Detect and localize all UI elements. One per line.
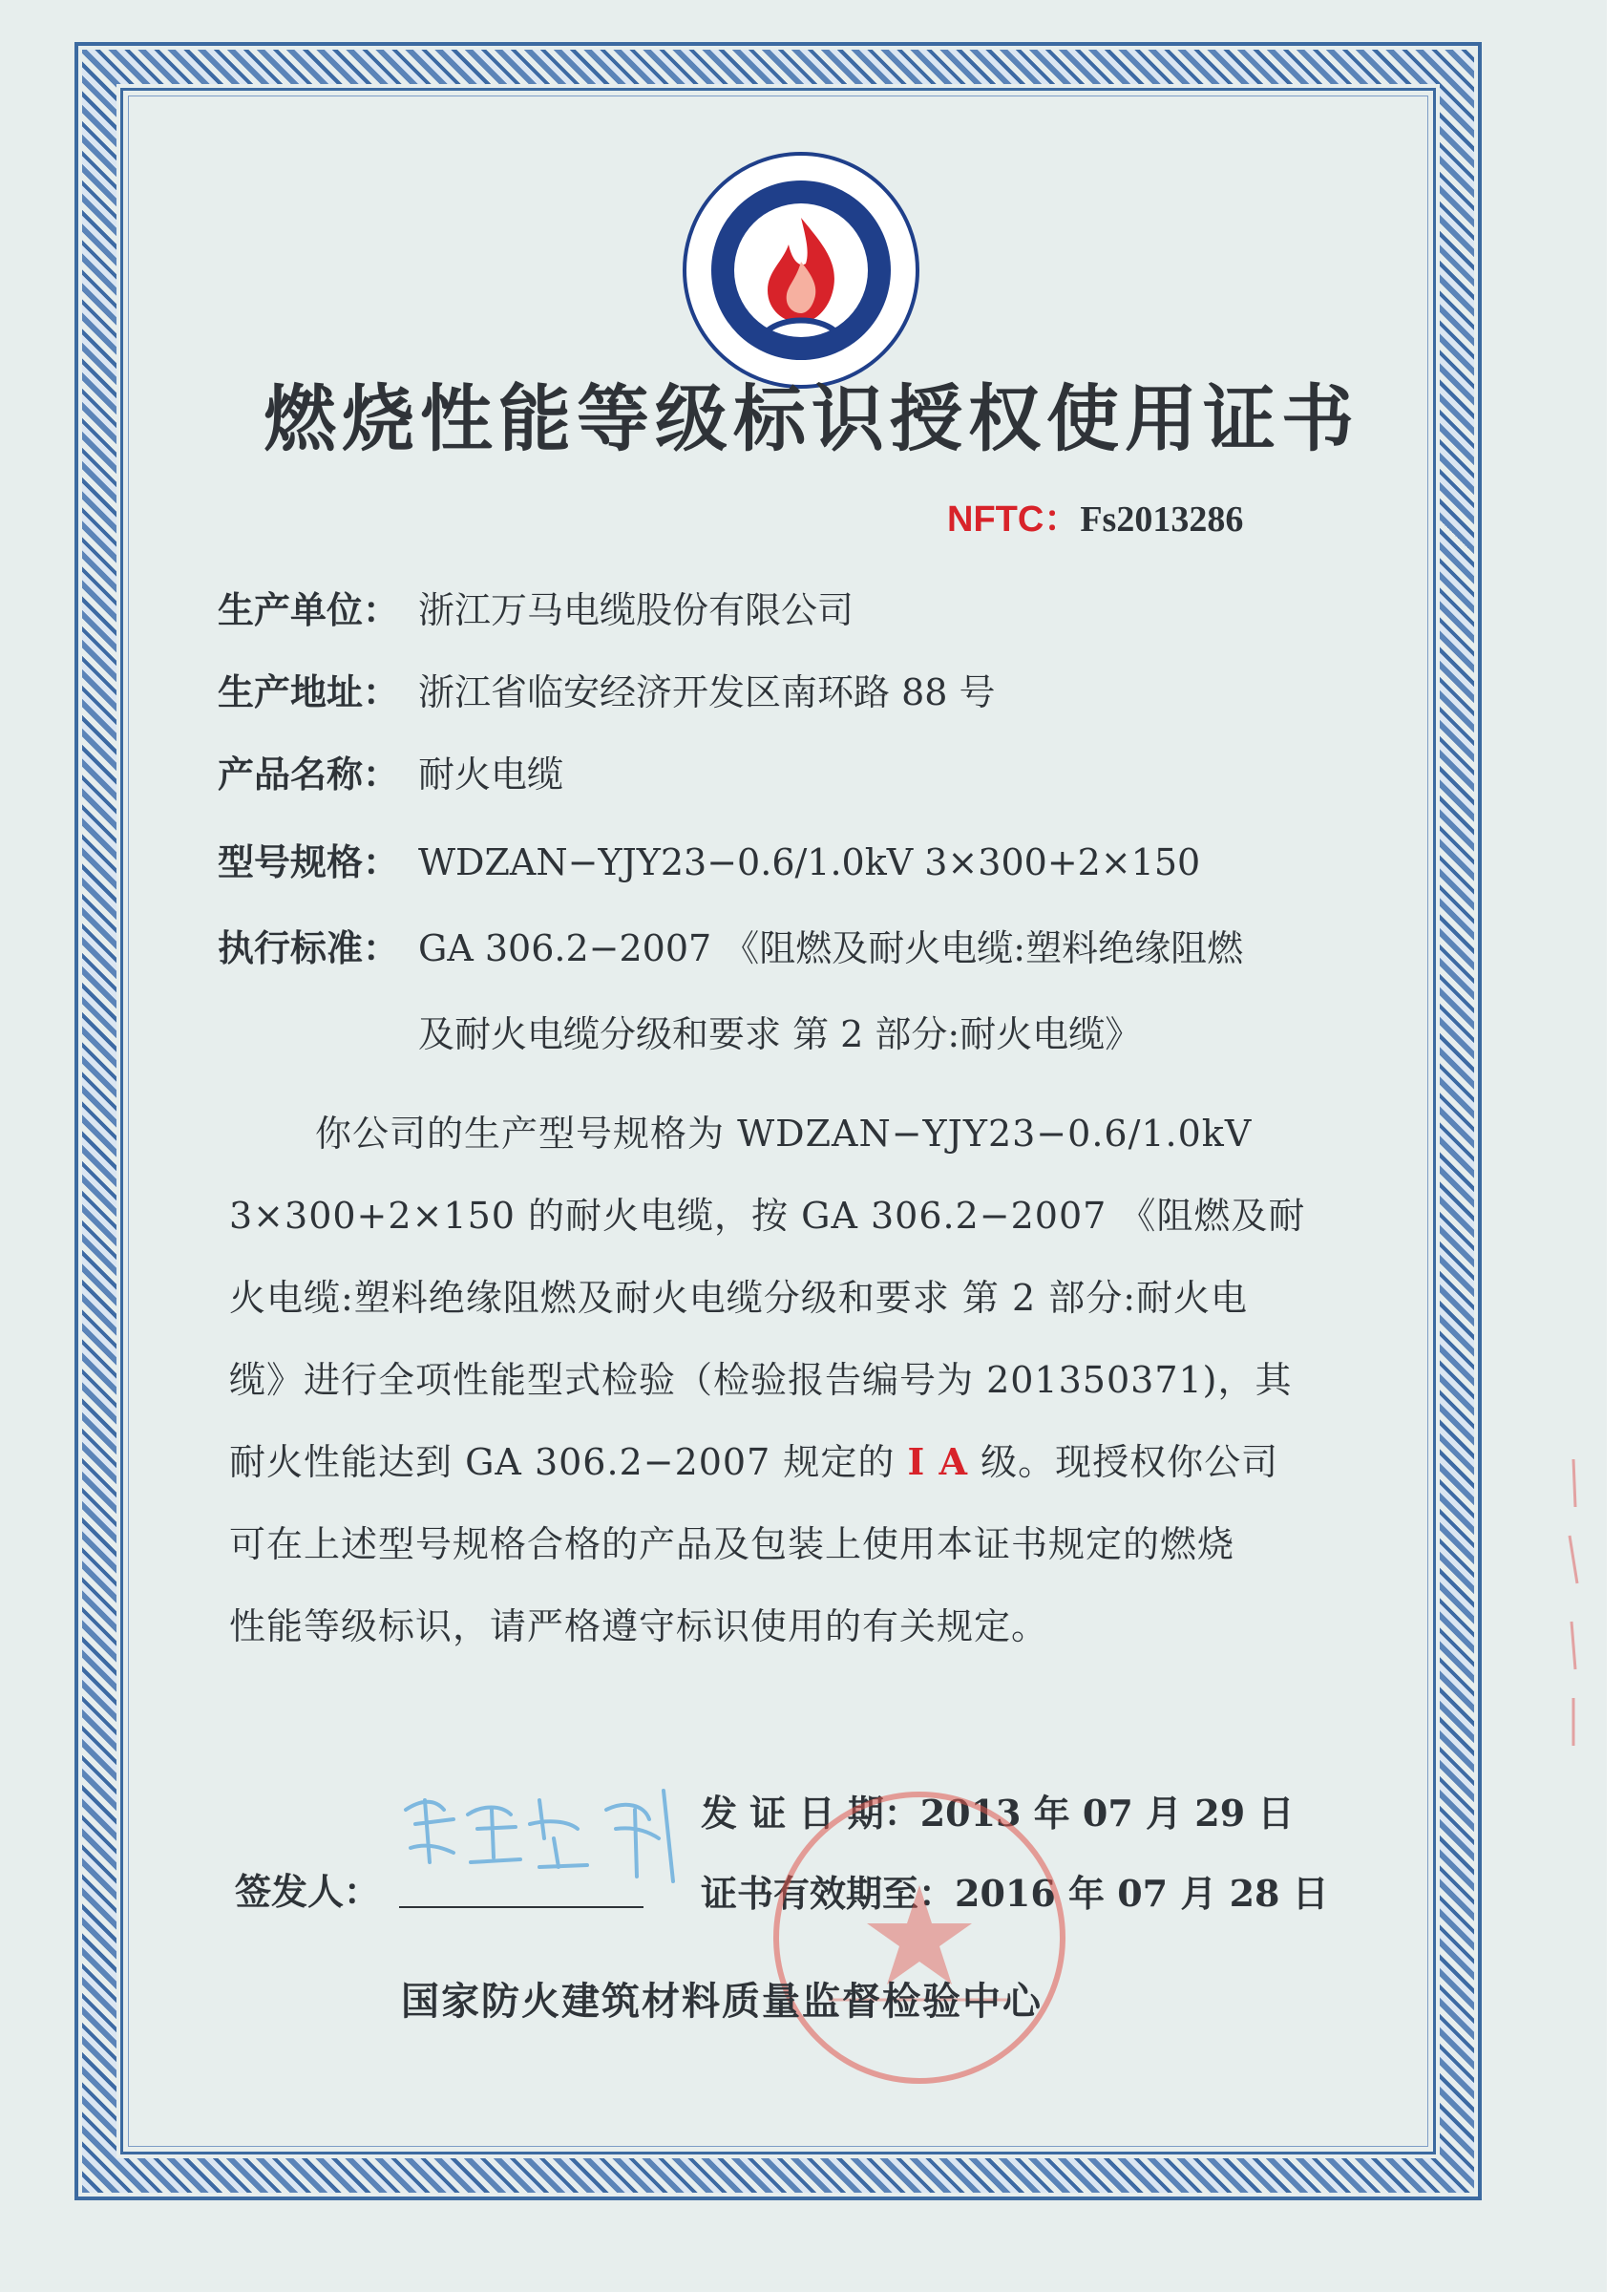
cert-number-value: Fs2013286: [1080, 499, 1244, 540]
official-seal-stamp: [762, 1780, 1077, 2095]
field-label: 型号规格：: [218, 840, 400, 883]
field-model-spec: [218, 833, 1200, 885]
body-line: 你公司的生产型号规格为 WDZAN−YJY23−0.6/1.0kV: [315, 1113, 1253, 1155]
field-value: WDZAN−YJY23−0.6/1.0kV 3×300+2×150: [418, 841, 1201, 883]
field-manufacturer: [218, 581, 854, 633]
body-line: 3×300+2×150 的耐火电缆，按 GA 306.2−2007 《阻燃及耐: [229, 1195, 1306, 1237]
cert-number-prefix: NFTC：: [947, 499, 1081, 540]
field-value: 浙江省临安经济开发区南环路 88 号: [418, 671, 996, 713]
grade-value: I A: [907, 1440, 968, 1483]
issuing-organization: 国家防火建筑材料质量监督检验中心: [401, 1979, 1043, 2024]
body-text: 级。现授权你公司: [981, 1441, 1279, 1483]
scan-mark: [1560, 1450, 1589, 1755]
field-standard-continuation: [418, 1005, 1141, 1057]
field-label: 生产单位：: [218, 588, 400, 631]
field-address: [218, 663, 996, 715]
field-value: 浙江万马电缆股份有限公司: [418, 589, 854, 631]
field-value: 及耐火电缆分级和要求 第 2 部分:耐火电缆》: [418, 1013, 1142, 1055]
certificate-title: 燃烧性能等级标识授权使用证书: [264, 376, 1360, 461]
field-standard: [218, 919, 1243, 971]
body-line: 性能等级标识，请严格遵守标识使用的有关规定。: [229, 1605, 1049, 1647]
field-label: 产品名称：: [218, 753, 400, 796]
field-value: GA 306.2−2007 《阻燃及耐火电缆:塑料绝缘阻燃: [418, 927, 1244, 969]
issue-date-label: 发 证 日 期：: [701, 1792, 920, 1835]
field-label: 生产地址：: [218, 670, 400, 713]
body-line: 可在上述型号规格合格的产品及包装上使用本证书规定的燃烧: [229, 1523, 1235, 1565]
valid-until-value: 2016 年 07 月 28 日: [955, 1872, 1329, 1915]
body-line: [229, 1432, 1278, 1485]
signature-line: [399, 1906, 643, 1908]
handwritten-signature: [387, 1772, 692, 1886]
issue-date-value: 2013 年 07 月 29 日: [919, 1792, 1295, 1835]
body-line: 缆》进行全项性能型式检验（检验报告编号为 201350371)，其: [229, 1359, 1293, 1401]
body-text: 耐火性能达到 GA 306.2−2007 规定的: [229, 1441, 896, 1483]
certificate-number: [947, 489, 1243, 541]
field-product-name: [218, 745, 563, 797]
field-label: 执行标准：: [218, 926, 400, 969]
center-emblem-logo: [680, 149, 922, 392]
scan-edge: [1607, 0, 1624, 2292]
field-value: 耐火电缆: [418, 753, 564, 796]
signer-label: 签发人：: [235, 1870, 381, 1913]
body-line: 火电缆:塑料绝缘阻燃及耐火电缆分级和要求 第 2 部分:耐火电: [229, 1277, 1249, 1319]
valid-until-label: 证书有效期至：: [701, 1872, 956, 1915]
